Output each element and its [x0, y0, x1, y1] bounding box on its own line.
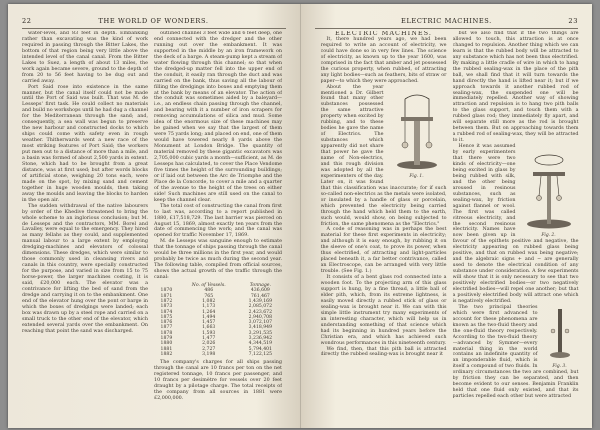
table-header: No. of Vessels.	[191, 283, 226, 289]
paragraph: Hence it was assumed by early experimenters that there were two kinds of electricity—one being excited in glass by being rubbed with silk, and the other being aroused in resinous substances, such as sealing-wax, by friction against flannel or wool. The first was called vitreous electricity, and the second resinous electricity. Names have now been given up in favour of the epithets positive and negative, the electricity appearing on rubbed glass being positive, and that on rubbed wax being negative; and the algebraic signs + and − are generally used to denote the electrical condition of any substance under consideration. A few experiments will show that it is only necessary to see that two positively electrified bodies—or two negatively electrified bodies—will repel one another; but that a positively electrified body will attract one which is negatively electrified.	[452, 143, 579, 304]
table-cell: 1870	[160, 288, 173, 294]
table-cell: 3,236,942	[248, 336, 273, 341]
pith-ball-stand-illustration	[519, 146, 579, 230]
table-cell: 4,344,519	[248, 341, 273, 347]
table-cell: 3,072,107	[248, 320, 273, 326]
table-cell: 2,940,708	[248, 314, 273, 320]
table-cell: 1,494	[202, 314, 216, 320]
running-title: THE WORLD OF WONDERS.	[98, 17, 209, 25]
table-cell: 1878	[160, 330, 173, 336]
paragraph: About the year mentioned a Dr. Gilbert found that many other substances possessed the same attractive property when excited by rubbing, and to these bodies he gave the name of Electrics. The substances which apparently did not share that power he gave the name of Non-electrics, and this rough division was adopted by all the experimenters of the day. Later on, it was found that this classification was inaccurate; for if such so-called non-electrics as the metals were isolated, or insulated by a handle of glass or porcelain, which prevented the electricity being carried through the hand which held them to the earth, such would, would show, on being subjected to friction, the same phenomena as the "Electrics."	[320, 83, 447, 227]
running-head	[315, 16, 579, 29]
table-cell: 3,418,949	[248, 325, 273, 331]
paragraph: A code of reasoning was in perhaps the best material for these first experiments in electricity; and although it is easy enough, by rubbing it on the sleeve of one's coat, to prove its power, when thus electrified, of attracting and light-particles placed beneath it, a far better contrivance, called an Electroscope, can be arranged with very little trouble. (See Fig. 1.)	[320, 226, 447, 275]
table-cell: 1,457	[202, 320, 216, 326]
table-cell: 1,663	[202, 325, 216, 331]
table-cell: 3,198	[202, 351, 216, 357]
figure-pith-balls	[519, 146, 579, 239]
table-cell: 1881	[160, 346, 173, 352]
paragraph: The sudden withdrawal of the native labourers by order of the Khedive threatened to bring the whole scheme to an inglorious conclusion; but M. de Lesseps and the contractors, MM. Borel and Lavalley, were equal to the emergency. They hired as many fellahs as they could, and supplemented manual labour to a large extent by employing dredging-machines and elevators of colossal dimensions. These dredges, which were similar to those commonly used in cleansing rivers and canals in this country, were specially constructed for the purpose, and varied in size from 15 to 75 horse-power, the larger machines costing, it is said, £20,000 each. The elevator was a contrivance for lifting the bed of sand from the dredge and carrying it on to the embankment. One end of the elevator hung over the pont or barge in which the boxes of dredgings were landed; each box was drawn up by a steel rope and carried on a small truck to the other end of the elevator, which extended several yards over the embankment. On reaching that point the sand was discharged.	[22, 202, 148, 334]
paragraph: The total cost of constructing the canal from first to last was, according to a report published in 1880, £17,518,729. The last barrier was pierced on August 15, 1869, almost exactly ten years from the date of commencing the work; and the canal was opened for traffic November 17, 1869.	[154, 202, 282, 239]
text-column-1	[321, 31, 447, 418]
paragraph: M. de Lesseps was sanguine enough to estimate that the tonnage of ships passing through the canal would be three millions in the first year, and would probably be twice as much during the second year. The following table, compiled from official sources, shows the actual growth of the traffic through the canal:	[154, 238, 282, 281]
text-column-2	[453, 31, 579, 418]
figure-caption: Fig. 1.	[409, 173, 424, 179]
running-title: ELECTRIC MACHINES.	[401, 17, 492, 25]
table-cell: 1,082	[202, 298, 216, 304]
table-cell: 1876	[160, 320, 173, 326]
table-cell: 1877	[160, 325, 173, 331]
table-cell: 5,794,401	[248, 346, 273, 352]
book-spread	[8, 4, 592, 428]
text-column-1	[22, 31, 148, 418]
table-cell: 2,423,672	[248, 309, 273, 315]
rubbed-rod-illustration	[541, 305, 579, 361]
section-title: ELECTRIC MACHINES.	[335, 31, 432, 37]
paragraph: but we also find that if the two things are allowed to touch, this attraction is at once changed to repulsion. Another thing which we can learn is that the rubbed body will be attracted to any substance which has not been thus electrified. By making a little cradle of wire in which to hang the rubbed sealing-wax in the place of the pith ball, we shall find that it will turn towards the hand directly the hand is lifted near it; but if we approach towards it another rubbed rod of sealing-wax, the suspended one will be immediately repelled. Another way of showing attraction and repulsion is to hang two pith balls to the glass support, and touch them with a rubbed glass rod; they immediately fly apart, and will separate still more as the rod is brought between them. But on approaching towards them a rubbed rod of sealing-wax, they will be attracted to it.	[452, 31, 579, 144]
table-cell: 765	[204, 293, 214, 299]
right-page	[301, 4, 593, 428]
table-cell: 436,609	[250, 288, 270, 294]
paragraph: outlined channel 3 feet wide and 6 feet deep, one end connected with the dredger and the other running out over the embankment. It was supported in the middle by an iron framework on the deck of a barge. A steam-pump kept a stream of water flowing through this channel; so that when the dredged-up matter fell into the upper end of the conduit, it easily ran through the duct and was carried on the bank, thus saving all the labour of filling the dredgings into boxes and emptying them at the bank by means of an elevator. The action of the conduit was sometimes aided by a baleyard—i.e., an endless chain passing through the channel, and bearing with it a number of iron scrapers for removing accumulations of silica and mud. Some idea of the enormous size of these machines may be gained when we say that the largest of them were 75 yards long; and placed on end, one of them would have towered nearly 8 yards above the Monument at London Bridge. The quantity of material removed by these gigantic excavators was 2,705,000 cubic yards a month—sufficient, as M. de Lesseps has calculated, to cover the Place Vendome five times the height of the surrounding buildings; or if laid out between the Arc de Triomphe and the Place de la Concorde, to cover a mile and a quarter of the avenue to the height of the trees on either side! Such machines are still used on the canal to keep the channel clear.	[154, 31, 282, 203]
figure-rod	[541, 305, 579, 367]
paragraph: The two principal theories which were first advanced to account for these phenomena are known as the two-fluid theory and the one-fluid theory respectively. According to the two-fluid theory—advanced by Symmer—every material thing in the world contains an indefinite quantity of an imponderable fluid, which is itself a compound of two fluids. In ordinary circumstances the two are combined, but by friction they can be separated, and then become evident to our senses. Benjamin Franklin held that one fluid only existed, and that its particles repelled each other but were attracted	[452, 303, 579, 400]
table-cell: 2,727	[202, 346, 216, 352]
table-cell: 1875	[160, 314, 173, 320]
page-number: 23	[568, 17, 578, 25]
table-cell: 1880	[160, 341, 173, 347]
table-row	[154, 352, 282, 357]
table-cell: 1,477	[202, 336, 216, 341]
table-cell: 1,173	[202, 304, 216, 310]
running-head	[22, 16, 286, 29]
table-cell: 1,593	[202, 330, 216, 336]
table-cell: 7,122,125	[248, 351, 273, 357]
paragraph: water-level, and 83 feet in depth. Embanking rather than excavating was the kind of work required in passing through the Bitter Lakes, the bottom of that region being very little above the intended level of the canal canal. From the Bitter Lakes to Suez, a length of about 13 miles, the work again became severe, ground to the depth of from 20 to 56 feet having to be dug out and carried away.	[22, 31, 148, 84]
figure-caption: Fig. 3.	[552, 363, 567, 369]
paragraph: It consists of a bent glass rod connected into a wooden foot. To the projecting arm of this glass support is hung, by a fine thread, a little ball of elder pith, which, from its extreme lightness, is easily moved directly a rubbed stick of glass or sealing-wax is brought near it. We can with this simple little instrument try many experiments of an interesting character, which will help us in understanding something of that science which had its beginning in hundred years before the Christian era, and which has achieved such wondrous performances in this nineteenth century.	[320, 274, 447, 346]
figure-electroscope	[387, 87, 447, 179]
figure-caption: Fig. 2.	[541, 233, 556, 239]
paragraph: Port Said rose into existence in the same manner, but the canal itself could not be made until the Port of Said was built. That was M. de Lesseps' first task. He could collect no materials and build no workshops until he had dug a channel for the Mediterranean through the sand; and, consequently, a sea wall was begun to preserve the new harbour and constructed docks to which ships could come with safety even in rough weather. Thitherwards went a new race of the most striking features of Port Said; the workers put men out to a distance of more than a mile, and a basin was formed of about 2,500 yards in extent. Stone, which had to be brought from a great distance, was at first used; but after words blocks of artificial stone, weighing 20 tons each, were made on the spot, by mixing sand and cement together in huge wooden moulds, then taking away the moulds and leaving the blocks to harden in the open air.	[22, 83, 148, 203]
table-cell: 1871	[160, 293, 173, 299]
table-cell: 1879	[160, 336, 173, 341]
table-cell: 2,085,072	[248, 304, 273, 310]
table-cell: 1874	[160, 309, 173, 315]
paragraph: The company's charges for all ships passing through the canal are 10 francs per ton on the net registered tonnage, 10 francs per passenger, and 10 francs per desimètre for vessels over 20 feet draught by a pilotage charge. The total receipts of the company from all sources in 1881 were £2,000,000.	[154, 359, 282, 401]
page-number: 22	[22, 17, 32, 25]
text-column-2	[154, 31, 282, 418]
table-cell: 761,467	[250, 293, 270, 299]
left-page	[8, 4, 301, 428]
table-cell: 3,291,535	[248, 330, 273, 336]
table-header: Tonnage.	[249, 283, 271, 289]
table-cell: 1,439,169	[248, 298, 273, 304]
table-cell: 1872	[160, 298, 173, 304]
paragraph: We find, then, that this pith ball is attracted directly the rubbed sealing-wax is brought near it	[320, 345, 447, 358]
table-cell: 486	[204, 288, 214, 294]
electroscope-illustration	[387, 87, 447, 171]
paragraph: It, there hundred years ago, we had been required to write an account of electricity, we could have done so in very few lines. The science of electricity, as known up to the year 1600, was comprised in the fact that amber and jet possessed the curious property, when rubbed, of attracting any light bodies—such as feathers, bits of straw or paper—to which they were approached.	[320, 35, 447, 84]
canal-traffic-table	[154, 283, 282, 357]
table-cell: 1,264	[202, 309, 216, 315]
table-cell: 2,026	[202, 341, 216, 347]
table-cell: 1873	[160, 304, 173, 310]
table-cell: 1882	[160, 351, 173, 357]
